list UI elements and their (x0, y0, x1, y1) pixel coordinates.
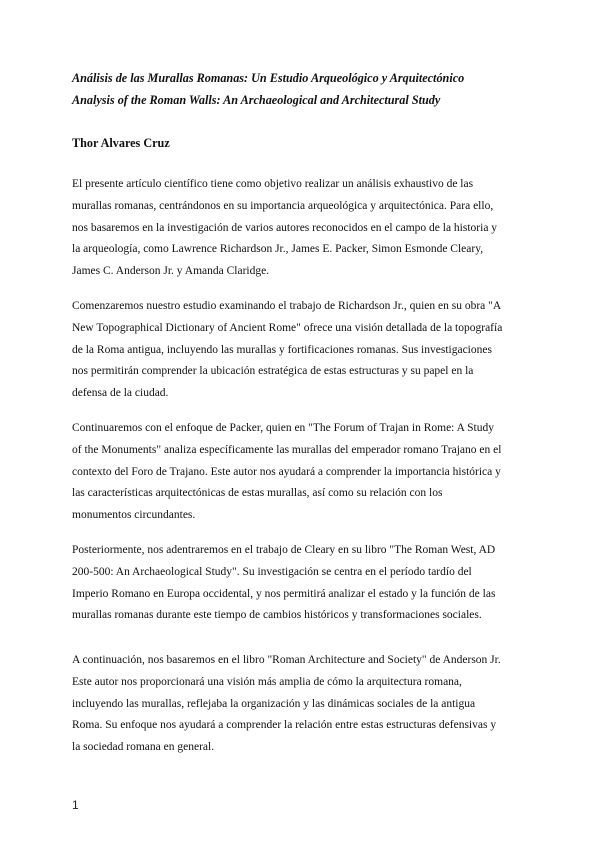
paragraph-line: contexto del Foro de Trajano. Este autor nos ayudará a comprender la importancia histórica y (72, 465, 501, 478)
paragraph-line: Este autor nos proporcionará una visión más amplia de cómo la arquitectura romana, (72, 675, 462, 688)
paragraph-line: la sociedad romana en general. (72, 741, 215, 754)
title-english: Analysis of the Roman Walls: An Archaeological and Architectural Study (72, 93, 441, 107)
paragraph-line: la arqueología, como Lawrence Richardson Jr., James E. Packer, Simon Esmonde Cleary, (72, 243, 484, 256)
page-number: 1 (72, 798, 79, 812)
paragraph-line: monumentos circundantes. (72, 509, 196, 522)
paragraph-line: Continuaremos con el enfoque de Packer, quien en "The Forum of Trajan in Rome: A Study (72, 422, 495, 434)
paragraph-line: incluyendo las murallas, reflejaba la organización y las dinámicas sociales de la antigua (72, 697, 476, 710)
paragraph-line: 200-500: An Archaeological Study". Su investigación se centra en el período tardío del (72, 565, 472, 578)
paragraph-line: Comenzaremos nuestro estudio examinando el trabajo de Richardson Jr., quien en su obra "A (72, 300, 502, 312)
author-name: Thor Alvares Cruz (72, 136, 170, 150)
paragraph-2 (72, 296, 536, 405)
title-block (72, 67, 542, 111)
paragraph-line: Roma. Su enfoque nos ayudará a comprender la relación entre estas estructuras defensivas y (72, 719, 497, 732)
paragraph-line: Posteriormente, nos adentraremos en el trabajo de Cleary en su libro "The Roman West, AD (72, 544, 496, 556)
paragraph-line: las características arquitectónicas de estas murallas, así como su relación con los (72, 487, 443, 500)
paragraph-line: murallas romanas durante este tiempo de cambios históricos y transformaciones sociales. (72, 609, 482, 622)
paragraph-line: nos basaremos en la investigación de varios autores reconocidos en el campo de la historia y (72, 221, 498, 234)
paragraph-3 (72, 418, 536, 527)
paragraph-1 (72, 174, 536, 283)
paragraph-line: of the Monuments" analiza específicamente las murallas del emperador romano Trajano en el (72, 443, 502, 456)
paragraph-line: de la Roma antigua, incluyendo las murallas y fortificaciones romanas. Sus investigaciones (72, 343, 492, 356)
paragraph-line: El presente artículo científico tiene como objetivo realizar un análisis exhaustivo de las (72, 178, 474, 190)
paragraph-line: A continuación, nos basaremos en el libro "Roman Architecture and Society" de Anderson Jr. (72, 654, 501, 666)
paragraph-line: nos permitirán comprender la ubicación estratégica de estas estructuras y su papel en la (72, 365, 474, 378)
paragraph-line: defensa de la ciudad. (72, 387, 169, 400)
paragraph-line: New Topographical Dictionary of Ancient Rome" ofrece una visión detallada de la topografía (72, 321, 503, 334)
paragraph-line: murallas romanas, centrándonos en su importancia arqueológica y arquitectónica. Para ello, (72, 199, 494, 212)
paragraph-line: James C. Anderson Jr. y Amanda Claridge. (72, 265, 270, 278)
title-spanish: Análisis de las Murallas Romanas: Un Estudio Arqueológico y Arquitectónico (72, 71, 465, 85)
paragraph-4 (72, 540, 536, 627)
paragraph-line: Imperio Romano en Europa occidental, y nos permitirá analizar el estado y la función de las (72, 587, 496, 600)
paragraph-5 (72, 650, 536, 759)
